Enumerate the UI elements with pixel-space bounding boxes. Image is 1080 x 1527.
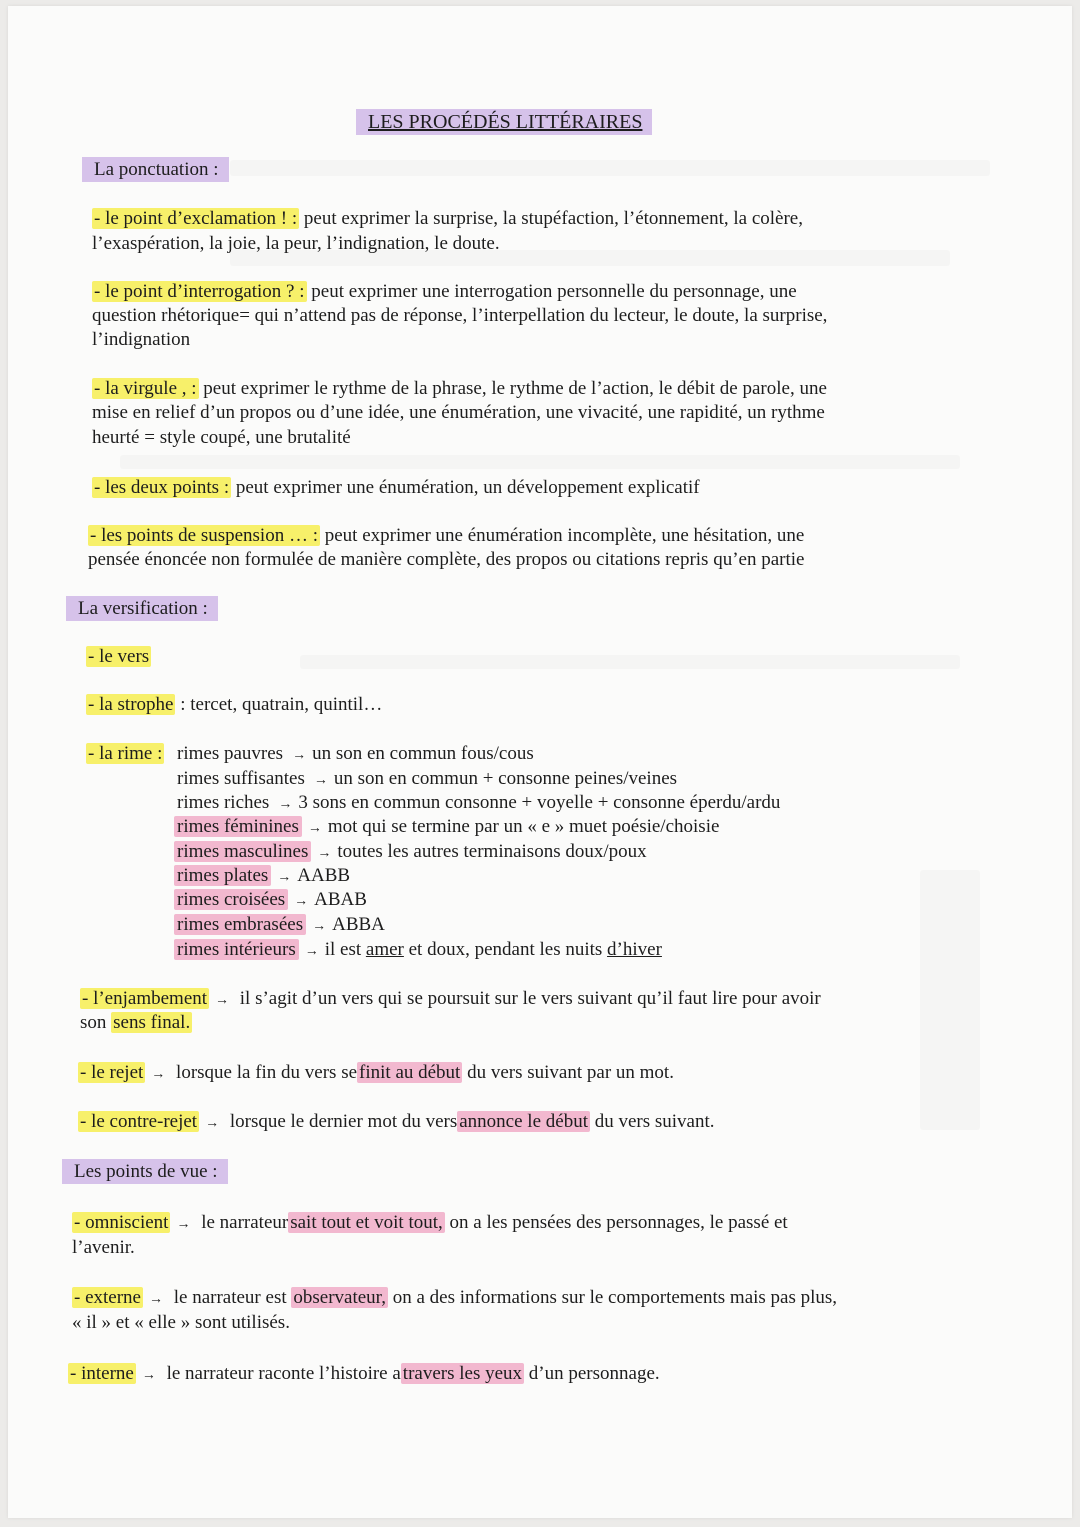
section-heading-ponctuation: La ponctuation : bbox=[82, 158, 229, 182]
arrow-icon: → bbox=[277, 870, 292, 885]
arrow-icon: → bbox=[294, 894, 309, 909]
rime-name: rimes plates bbox=[174, 865, 271, 886]
item-virgule-line3: heurté = style coupé, une brutalité bbox=[92, 427, 351, 448]
rime-row bbox=[174, 742, 534, 768]
rime-description: toutes les autres terminaisons doux/poux bbox=[337, 841, 647, 862]
rime-description: mot qui se termine par un « e » muet poésie/choisie bbox=[327, 816, 720, 837]
item-interrogation-line3: l’indignation bbox=[92, 329, 191, 350]
page-title: LES PROCÉDÉS LITTÉRAIRES bbox=[356, 110, 652, 135]
item-externe: - externe → le narrateur est observateur, on a des informations sur le comportements mais pas plus, bbox=[74, 1287, 838, 1308]
item-exclamation: - le point d’exclamation ! : peut exprimer la surprise, la stupéfaction, l’étonnement, la colère, bbox=[94, 208, 803, 229]
item-omniscient-line2: l’avenir. bbox=[72, 1237, 135, 1258]
bleed-through-mark bbox=[230, 160, 990, 176]
item-virgule-line2: mise en relief d’un propos ou d’une idée, une énumération, une vivacité, une rapidité, un rythme bbox=[92, 402, 825, 423]
item-enjambement-line2: son sens final. bbox=[80, 1012, 191, 1033]
arrow-icon: → bbox=[278, 797, 293, 812]
item-contre-rejet: - le contre-rejet → lorsque le dernier mot du vers annonce le début du vers suivant. bbox=[80, 1111, 715, 1132]
rime-name: rimes masculines bbox=[174, 841, 311, 862]
rime-description: 3 sons en commun consonne + voyelle + consonne éperdu/ardu bbox=[298, 792, 781, 813]
arrow-icon: → bbox=[313, 773, 328, 788]
rime-name: rimes embrasées bbox=[174, 914, 306, 935]
section-heading-versification: La versification : bbox=[66, 597, 218, 621]
item-virgule: - la virgule , : peut exprimer le rythme de la phrase, le rythme de l’action, le débit de parole, une bbox=[94, 378, 827, 399]
item-vers: - le vers bbox=[88, 646, 150, 667]
arrow-icon: → bbox=[292, 748, 307, 763]
arrow-icon: → bbox=[317, 846, 332, 861]
rime-description: un son en commun fous/cous bbox=[312, 743, 534, 764]
rime-description: AABB bbox=[297, 865, 351, 886]
section-heading-points-de-vue: Les points de vue : bbox=[62, 1160, 228, 1184]
item-interrogation-line2: question rhétorique= qui n’attend pas de réponse, l’interpellation du lecteur, le doute, la surprise, bbox=[92, 305, 828, 326]
item-deux-points: - les deux points : peut exprimer une énumération, un développement explicatif bbox=[94, 477, 700, 498]
bleed-through-mark bbox=[920, 870, 980, 1130]
arrow-icon: → bbox=[307, 821, 322, 836]
item-enjambement: - l’enjambement → il s’agit d’un vers qui se poursuit sur le vers suivant qu’il faut lire pour avoir bbox=[82, 988, 821, 1009]
rime-name: rimes riches bbox=[177, 792, 270, 813]
rime-description: ABAB bbox=[314, 889, 367, 910]
rime-description: un son en commun + consonne peines/veines bbox=[333, 768, 678, 789]
item-rejet: - le rejet → lorsque la fin du vers se finit au début du vers suivant par un mot. bbox=[80, 1062, 674, 1083]
rime-name: rimes croisées bbox=[174, 889, 288, 910]
rime-row bbox=[174, 815, 719, 841]
item-interne: - interne → le narrateur raconte l’histoire a travers les yeux d’un personnage. bbox=[70, 1363, 660, 1384]
rime-row bbox=[174, 864, 350, 890]
bleed-through-mark bbox=[300, 655, 960, 669]
rime-name: rimes pauvres bbox=[177, 743, 284, 764]
item-externe-line2: « il » et « elle » sont utilisés. bbox=[72, 1312, 290, 1333]
rime-row-interieurs: rimes intérieurs → il est amer et doux, pendant les nuits d’hiver bbox=[174, 938, 662, 964]
item-omniscient: - omniscient → le narrateur sait tout et voit tout, on a les pensées des personnages, le passé et bbox=[74, 1212, 788, 1233]
item-suspension: - les points de suspension … : peut exprimer une énumération incomplète, une hésitation, une bbox=[90, 525, 805, 546]
rime-row bbox=[174, 767, 677, 793]
rime-description: ABBA bbox=[332, 914, 385, 935]
item-interrogation: - le point d’interrogation ? : peut exprimer une interrogation personnelle du personnage, une bbox=[94, 281, 797, 302]
item-rime: - la rime : bbox=[88, 743, 163, 764]
rime-name: rimes féminines bbox=[174, 816, 302, 837]
rime-row bbox=[174, 840, 647, 866]
rime-row bbox=[174, 913, 385, 939]
rime-row bbox=[174, 791, 780, 817]
arrow-icon: → bbox=[312, 919, 327, 934]
item-suspension-line2: pensée énoncée non formulée de manière complète, des propos ou citations repris qu’en partie bbox=[88, 549, 805, 570]
item-strophe: - la strophe : tercet, quatrain, quintil… bbox=[88, 694, 383, 715]
rime-row bbox=[174, 888, 367, 914]
item-exclamation-line2: l’exaspération, la joie, la peur, l’indignation, le doute. bbox=[92, 233, 500, 254]
rime-name: rimes suffisantes bbox=[177, 768, 305, 789]
bleed-through-mark bbox=[120, 455, 960, 469]
